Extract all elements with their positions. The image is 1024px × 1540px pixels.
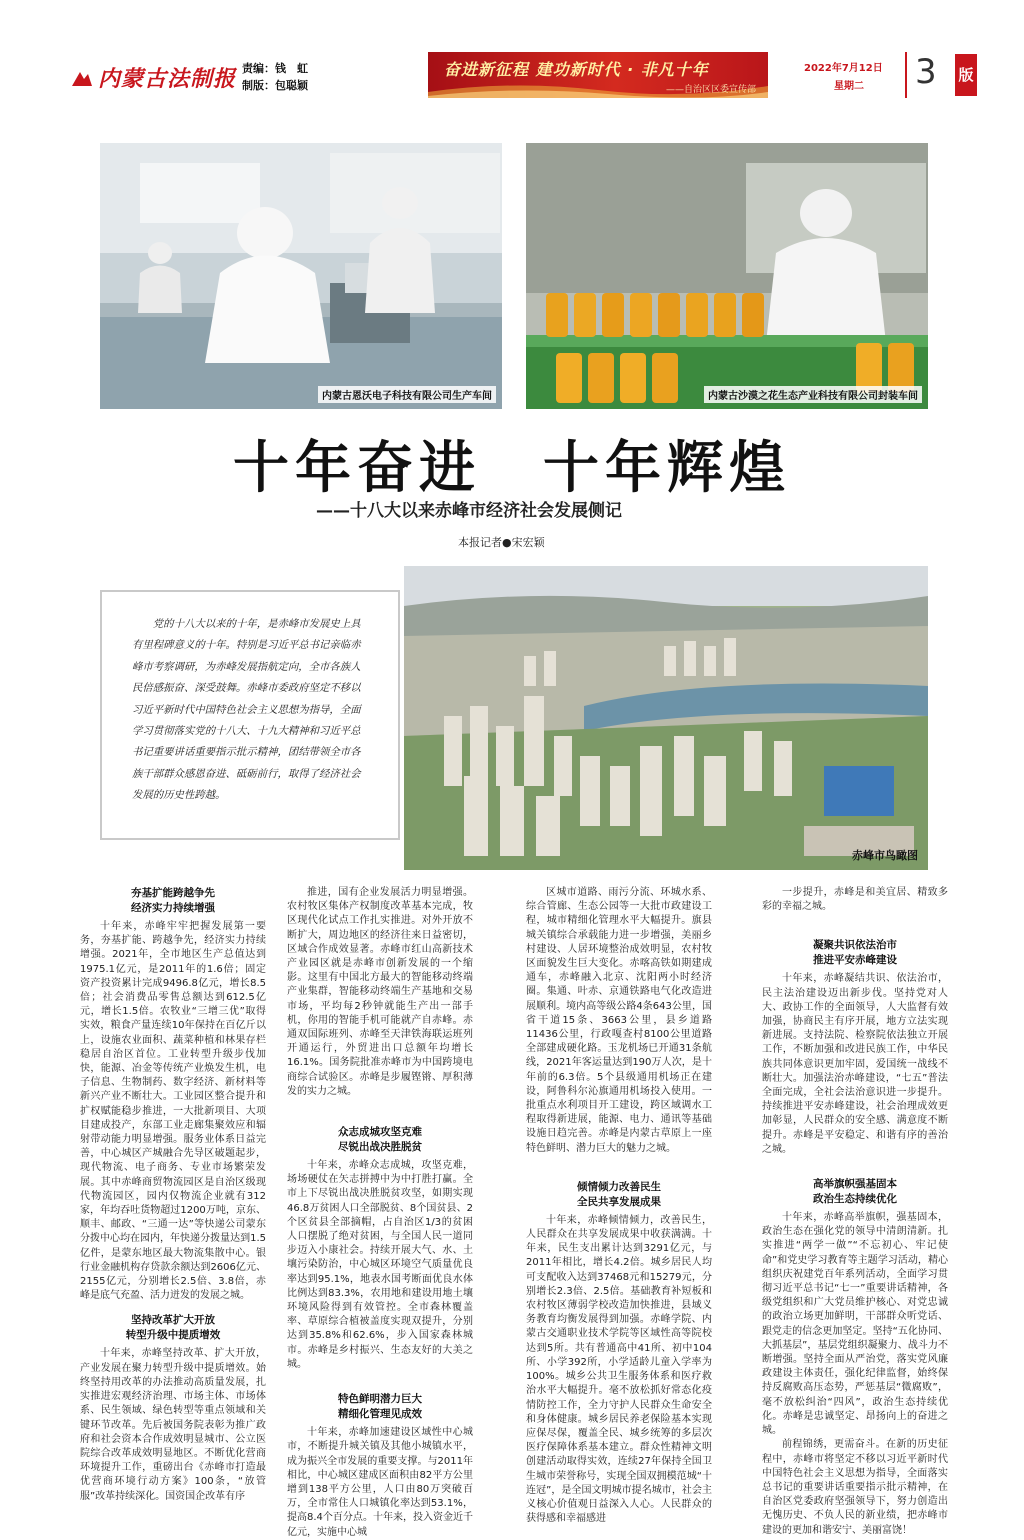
- heading-line: 精细化管理见成效: [338, 1408, 422, 1421]
- article-paragraph: 推进，国有企业发展活力明显增强。农村牧区集体产权制度改革基本完成，牧区现代化试点工作扎实推进。对外开放不断扩大，周边地区的经济往来日益密切，区域合作成效显著。赤峰市红山高新技术产业园区就是赤峰市创新发展的一个缩影。这里有中国北方最大的智能移动终端产业集群，智能移动终端生产基地和交易市场，平均每2秒钟就能生产出一部手机，你用的智能手机可能就产自赤峰。赤通双国际班列、赤峰至天津铁海联运班列开通运行，外贸进出口总额年均增长16.1%。国务院批准赤峰市为中国跨境电商综合试验区。赤峰是步履铿锵、厚积薄发的实力之城。: [287, 887, 473, 1097]
- article-paragraph: 十年来，赤峰凝结共识、依法治市，民主法治建设迈出新步伐。坚持党对人大、政协工作的全面领导，人大监督有效加强，协商民主有序开展，地方立法实现新进展。支持法院、检察院依法独立开展工作，不断加强和改进民族工作，中华民族共同体意识更加牢固，爱国统一战线不断壮大。加强法治赤峰建设，“七五”普法全面完成，全社会法治意识进一步提升。持续推进平安赤峰建设，社会治理成效更加彰显，人民群众的安全感、满意度不断提升。赤峰是平安稳定、和谐有序的善治之城。: [762, 973, 948, 1155]
- heading-line: 推进平安赤峰建设: [813, 954, 897, 967]
- layout-editor-line: 制版：包聪颖: [242, 79, 308, 92]
- article-column-2: [287, 886, 473, 1538]
- sub-headline: ——十八大以来赤峰市经济社会发展侧记: [316, 501, 622, 521]
- article-paragraph: 区城市道路、雨污分流、环城水系、综合管廊、生态公园等一大批市政建设工程，城市精细化管理水平大幅提升。旗县城关镇综合承载能力进一步增强，美丽乡村建设、人居环境整治成效明显，农村牧区面貌发生巨大变化。赤喀高铁如期建成通车，赤峰融入北京、沈阳两小时经济圈。集通、叶赤、京通铁路电气化改造进展顺利。境内高等级公路4条643公里，国省干道15条、3663公里，县乡道路11436公里，行政嘎查村8100公里道路全部建成硬化路。玉龙机场已开通31条航线，2021年客运量达到190万人次，是十年前的6.3倍。5个县级通用机场正在建设，阿鲁科尔沁旗通用机场投入使用。一批重点水利项目开工建设，跨区域调水工程取得新进展，能源、电力、通讯等基础设施日趋完善。赤峰是内蒙古草原上一座特色鲜明、潜力巨大的魅力之城。: [526, 887, 712, 1154]
- heading-line: 特色鲜明潜力巨大: [338, 1393, 422, 1406]
- article-column-1: [80, 886, 266, 1502]
- banner-title: 奋进新征程 建功新时代 · 非凡十年: [444, 60, 709, 79]
- heading-line: 高举旗帜强基固本: [813, 1178, 897, 1191]
- article-paragraph: 十年来，赤峰高举旗帜，强基固本，政治生态在强化党的领导中清朗清新。扎实推进“两学一做”“不忘初心、牢记使命”和党史学习教育等主题学习活动，精心组织庆祝建党百年系列活动，全面学习贯彻习近平总书记“七一”重要讲话精神，各级党组织和广大党员维护核心、对党忠诚的政治立场更加鲜明，干部群众听党话、跟党走的信念更加坚定。坚持“五化协同、大抓基层”，基层党组织凝聚力、战斗力不断增强。坚持全面从严治党，落实党风廉政建设主体责任，强化纪律监督，始终保持反腐败高压态势，严惩基层“微腐败”，毫不放松纠治“四风”，政治生态持续优化。赤峰是忠诚坚定、昂扬向上的奋进之城。: [762, 1212, 948, 1437]
- heading-line: 凝聚共识依法治市: [813, 939, 897, 952]
- issue-date: [804, 60, 883, 96]
- city-photo-caption: 赤峰市鸟瞰图: [852, 849, 918, 862]
- intro-box: [100, 590, 400, 840]
- right-photo-caption: 内蒙古沙漠之花生态产业科技有限公司封装车间: [704, 386, 922, 403]
- heading-line: 众志成城攻坚克难: [338, 1126, 422, 1139]
- masthead: [60, 52, 976, 108]
- packaging-workshop-image: [526, 143, 928, 409]
- left-photo-caption: 内蒙古恩沃电子科技有限公司生产车间: [318, 386, 496, 403]
- section-heading: [287, 1392, 473, 1422]
- section-heading: [80, 886, 266, 916]
- banner-subtitle: ——自治区区委宣传部: [665, 85, 756, 95]
- electronics-workshop-image: [100, 143, 502, 409]
- heading-line: 尽锐出战决胜脱贫: [338, 1141, 422, 1154]
- section-heading: [762, 1177, 948, 1207]
- intro-paragraph: 党的十八大以来的十年，是赤峰市发展史上具有里程碑意义的十年。特别是习近平总书记亲临赤峰市考察调研，为赤峰发展指航定向，全市各族人民倍感振奋、深受鼓舞。赤峰市委政府坚定不移以习近平新时代中国特色社会主义思想为指导，全面学习贯彻落实党的十八大、十九大精神和习近平总书记重要讲话重要指示批示精神，团结带领全市各族干部群众感恩奋进、砥砺前行，取得了经济社会发展的历史性跨越。: [132, 618, 361, 802]
- editor-line: 责编：钱 虹: [242, 62, 308, 75]
- article-paragraph: 前程锦绣，更需奋斗。在新的历史征程中，赤峰市将坚定不移以习近平新时代中国特色社会主义思想为指导，全面落实总书记的重要讲话重要指示批示精神，在自治区党委政府坚强领导下，努力创造出无愧历史、不负人民的新业绩，把赤峰市建设的更加和谐安宁、美丽富饶！: [762, 1439, 948, 1536]
- page-label: 版: [955, 54, 977, 96]
- article-paragraph: 十年来，赤峰众志成城，攻坚克难，场场硬仗在矢志拼搏中为中打胜打赢。全市上下尽锐出战决胜脱贫攻坚，如期实现46.8万贫困人口全部脱贫、8个国贫县、2个区贫县全部摘帽，占自治区1/3的贫困人口摆脱了绝对贫困，与全国人民一道同步迈入小康社会。持续开展大气、水、土壤污染防治，中心城区环境空气质量优良率达到95.1%，地表水国考断面优良水体比例达到83.3%，农用地和建设用地土壤环境风险得到有效管控。全市森林覆盖率、草原综合植被盖度实现双提升，分别达到35.8%和62.6%，步入国家森林城市。赤峰是乡村振兴、生态友好的大美之城。: [287, 1160, 473, 1370]
- editor-credits: [242, 60, 308, 94]
- date-text: 2022年7月12日: [804, 63, 883, 74]
- factory-photo-left: [100, 143, 502, 409]
- weekday-text: 星期二: [834, 81, 864, 92]
- heading-line: 政治生态持续优化: [813, 1193, 897, 1206]
- section-heading: [80, 1313, 266, 1343]
- article-column-4: [762, 886, 948, 1536]
- article-paragraph: 十年来，赤峰坚持改革、扩大开放，产业发展在聚力转型升级中提质增效。始终坚持用改革的办法推动高质量发展，扎实推进宏观经济治理、市场主体、市场体系、民生领域、绿色转型等重点领域和关键环节改革。先后被国务院表彰为推广政府和社会资本合作成效明显城市、公立医院综合改革成效明显地区。不断优化营商环境提升工作，重磅出台《赤峰市打造最优营商环境行动方案》100条，“放管服”改革持续深化。国资国企改革有序: [80, 1348, 266, 1502]
- chifeng-aerial-image: [404, 566, 928, 870]
- heading-line: 夯基扩能跨越争先: [131, 887, 215, 899]
- page-number-box: [905, 52, 975, 98]
- article-column-3: [526, 886, 712, 1525]
- section-heading: [762, 938, 948, 968]
- article-paragraph: 十年来，赤峰倾情倾力，改善民生，人民群众在共享发展成果中收获满满。十年来，民生支出累计达到3291亿元，与2011年相比，增长4.2倍。城乡居民人均可支配收入达到37468元和15279元，分别增长2.3倍、2.5倍。基础教育补短板和农村牧区薄弱学校改造加快推进，县域义务教育均衡发展得到加强。赤峰学院、内蒙古交通职业技术学院等区域性高等院校达到5所。共有普通高中41所、初中104所、小学392所，小学适龄儿童入学率为100%。城乡公共卫生服务体系和医疗救治水平大幅提升。毫不放松抓好常态化疫情防控工作，全力守护人民群众生命安全和身体健康。城乡居民养老保险基本实现应保尽保，覆盖全民、城乡统筹的多层次医疗保障体系基本建立。群众性精神文明创建活动取得实效，连续27年保持全国卫生城市荣誉称号，实现全国双拥模范城“十连冠”，是全国文明城市提名城市，社会主义核心价值观日益深入人心。人民群众的获得感和幸福感进: [526, 1214, 712, 1525]
- logo-text: 内蒙古法制报: [98, 66, 237, 92]
- logo-emblem-icon: [70, 70, 94, 88]
- article-paragraph: 一步提升，赤峰是和美宜居、精致多彩的幸福之城。: [762, 887, 948, 913]
- byline: 本报记者●宋宏颖: [458, 536, 545, 549]
- city-aerial-photo: [404, 566, 928, 870]
- heading-line: 经济实力持续增强: [131, 902, 215, 914]
- newspaper-logo: [70, 62, 236, 93]
- theme-banner: [428, 52, 768, 98]
- factory-photo-right: [526, 143, 928, 409]
- section-heading: [526, 1180, 712, 1210]
- heading-line: 坚持改革扩大开放: [131, 1314, 215, 1327]
- article-paragraph: 十年来，赤峰牢牢把握发展第一要务，夯基扩能、跨越争先，经济实力持续增强。2021年，全市地区生产总值达到1975.1亿元，是2011年的1.6倍；固定资产投资累计完成9496.8亿元，增长8.5倍；社会消费品零售总额达到612.5亿元，增长1.5倍。农牧业“三增三优”取得实效，粮食产量连续10年保持在百亿斤以上，设施农业面积、蔬菜种植和林果存栏稳居自治区首位。工业转型升级步伐加快，能源、冶金等传统产业焕发生机，电子信息、生物制药、数字经济、新材料等新兴产业不断壮大。工业园区整合提升和扩权赋能稳步推进，一大批新项目、大项目建成投产，东部工业走廊集聚效应和辐射带动能力明显增强。服务业体系日益完善，中心城区产城融合先导区破题起步，现代物流、电子商务、专业市场繁荣发展。其中赤峰商贸物流园区是自治区级现代物流园区，园内仅物流企业就有312家，年均吞吐货物超过1200万吨，京东、顺丰、邮政、“三通一达”等快递公司蒙东分拨中心均在园内，年快递分拨量达到1.5亿件，是蒙东地区最大物流集散中心。银行业金融机构存贷款余额达到2606亿元、2155亿元，分别增长2.5倍、3.8倍，赤峰是底气充盈、活力迸发的发展之城。: [80, 921, 266, 1302]
- main-headline: 十年奋进 十年辉煌: [233, 435, 791, 501]
- heading-line: 转型升级中提质增效: [125, 1329, 221, 1342]
- heading-line: 倾情倾力改善民生: [577, 1180, 661, 1193]
- heading-line: 全民共享发展成果: [577, 1195, 661, 1208]
- section-heading: [287, 1125, 473, 1155]
- page-number: 3: [915, 52, 937, 92]
- article-paragraph: 十年来，赤峰加速建设区域性中心城市，不断提升城关镇及其他小城镇水平，成为振兴全市发展的重要支撑。与2011年相比，中心城区建成区面积由82平方公里增到138平方公里，人口由80万突破百万，全市常住人口城镇化率达到53.1%，提高8.4个百分点。十年来，投入资金近千亿元，实施中心城: [287, 1427, 473, 1538]
